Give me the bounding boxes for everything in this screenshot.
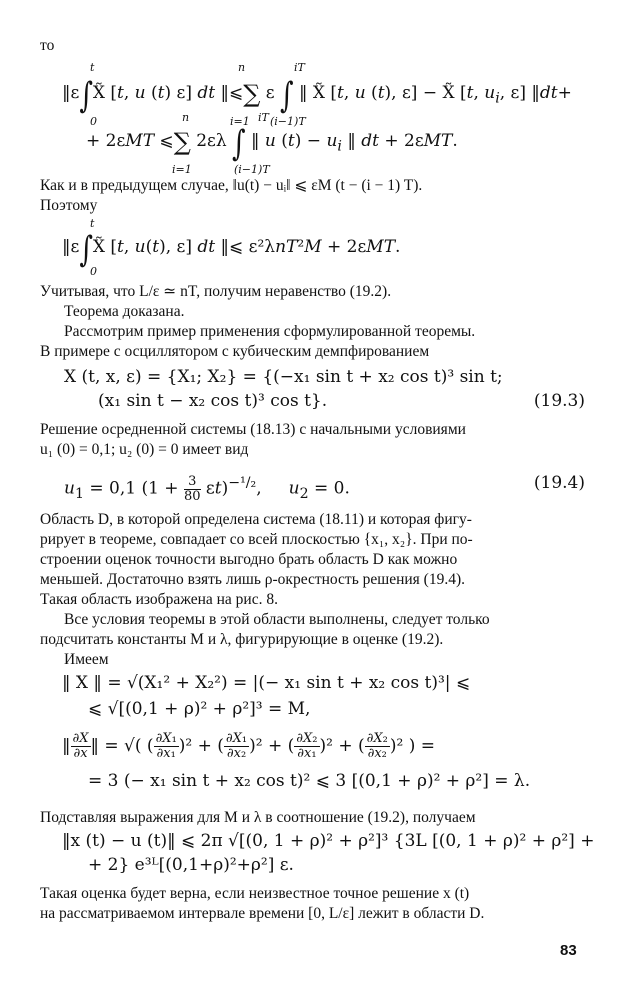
eq-19-3-line1: X (t, x, ε) = {X₁; X₂} = {(−x₁ sin t + x₂ cos t)³ sin t;	[64, 367, 503, 387]
formula-derivative-norm: ‖ $\frac{\partial X}{\partial x}$ ‖ = √( ( $\frac{\text{∂X₁}}{\text{∂x₁}}$ )² + ( $\frac{\text{∂X₁}}{\text{∂x₂}}$ )² + ( $\frac{\text{∂X₂}}{\text{∂x₁}}$ )² + ( $\frac{\text{∂X₂}}{\text{∂x₂}}$ )² ) = = 3 (− x₁ sin t + x₂ cos t)² ⩽ 3 [(0,1 + ρ)² + ρ²] = λ.	[62, 731, 531, 791]
equation-19-4: $u_1 = 0,1$ (1 + $\frac{3}{80}$ εt)$^{-^1/_2}$, $u_2 = 0$. (19.4)	[64, 473, 585, 504]
text-previous-case: Как и в предыдущем случае, ‖u(t) − uᵢ‖ ⩽ εM (t − (i − 1) T).	[40, 177, 423, 194]
line-example-1: Рассмотрим пример применения сформулированной теоремы.	[64, 323, 476, 340]
norm-x-line2: ⩽ √[(0,1 + ρ)² + ρ²]³ = M,	[88, 699, 311, 719]
page-number: 83	[560, 942, 577, 959]
line-domain-1: Область D, в которой определена система (18.11) и которая фигу-	[40, 511, 472, 528]
line-considering: Учитывая, что L/ε ≃ nT, получим неравенство (19.2).	[40, 283, 392, 300]
line-theorem-proven: Теорема доказана.	[64, 303, 185, 320]
line-final-1: Такая оценка будет верна, если неизвестное точное решение x (t)	[40, 885, 470, 902]
line-conditions-1: Все условия теоремы в этой области выполнены, следует только	[64, 611, 490, 628]
final-line2: + 2} e³ᴸ[(0,1+ρ)²+ρ²] ε.	[88, 855, 294, 875]
line-example-2: В примере с осциллятором с кубическим демпфированием	[40, 343, 430, 360]
line-domain-5: Такая область изображена на рис. 8.	[40, 591, 278, 608]
line-solution-1: Решение осредненной системы (18.13) с начальными условиями	[40, 421, 466, 438]
line-domain-3: строении оценок точности выгодно брать область D как можно	[40, 551, 458, 568]
eq-19-4-number: (19.4)	[533, 473, 585, 493]
line-domain-4: меньшей. Достаточно взять лишь ρ-окрестность решения (19.4).	[40, 571, 466, 588]
formula-norm-x	[62, 672, 562, 720]
line-we-have: Имеем	[64, 651, 109, 668]
word-to: то	[40, 37, 55, 54]
line-domain-2: рирует в теореме, совпадает со всей плоскостью {x₁, x₂}. При по-	[40, 531, 473, 548]
norm-x-line1: ‖ X ‖ = √(X₁² + X₂²) = |(− x₁ sin t + x₂ cos t)³| ⩽	[62, 673, 471, 693]
eq-19-3-number: (19.3)	[533, 391, 585, 411]
formula-integral-estimate: ‖ε∫X̃ [t, u (t) ε] dt ‖⩽∑ ε ∫ ‖ X̃ [t, u (t), ε] − X̃ [t, $u_i$, ε] ‖dt+ t 0 n i=1 iT (i−1)T + 2εMT ⩽∑ 2ελ ∫ ‖ u $(t) - u_i$ ‖ dt + 2εMT. n i=1 iT (i−1)T	[62, 61, 572, 176]
formula-final-estimate	[62, 830, 595, 878]
line-final-2: на рассматриваемом интервале времени [0, L/ε] лежит в области D.	[40, 905, 485, 922]
final-line1: ‖x (t) − u (t)‖ ⩽ 2π √[(0, 1 + ρ)² + ρ²]³ {3L [(0, 1 + ρ)² + ρ²] +	[62, 831, 595, 851]
eq-19-3-line2: (x₁ sin t − x₂ cos t)³ cos t}.	[98, 391, 328, 411]
line-previous-case	[40, 176, 585, 196]
formula-bound: ‖ε∫X̃ [t, u(t), ε] dt ‖⩽ ε²λnT²M + 2εMT. t 0	[62, 217, 401, 278]
line-substituting: Подставляя выражения для M и λ в соотношение (19.2), получаем	[40, 809, 476, 826]
line-therefore: Поэтому	[40, 197, 98, 214]
equation-19-3	[40, 366, 585, 414]
derivative-line2: = 3 (− x₁ sin t + x₂ cos t)² ⩽ 3 [(0,1 + ρ)² + ρ²] = λ.	[88, 771, 531, 791]
line-conditions-2: подсчитать константы M и λ, фигурирующие в оценке (19.2).	[40, 631, 444, 648]
line-solution-2: u₁ (0) = 0,1; u₂ (0) = 0 имеет вид	[40, 441, 249, 458]
